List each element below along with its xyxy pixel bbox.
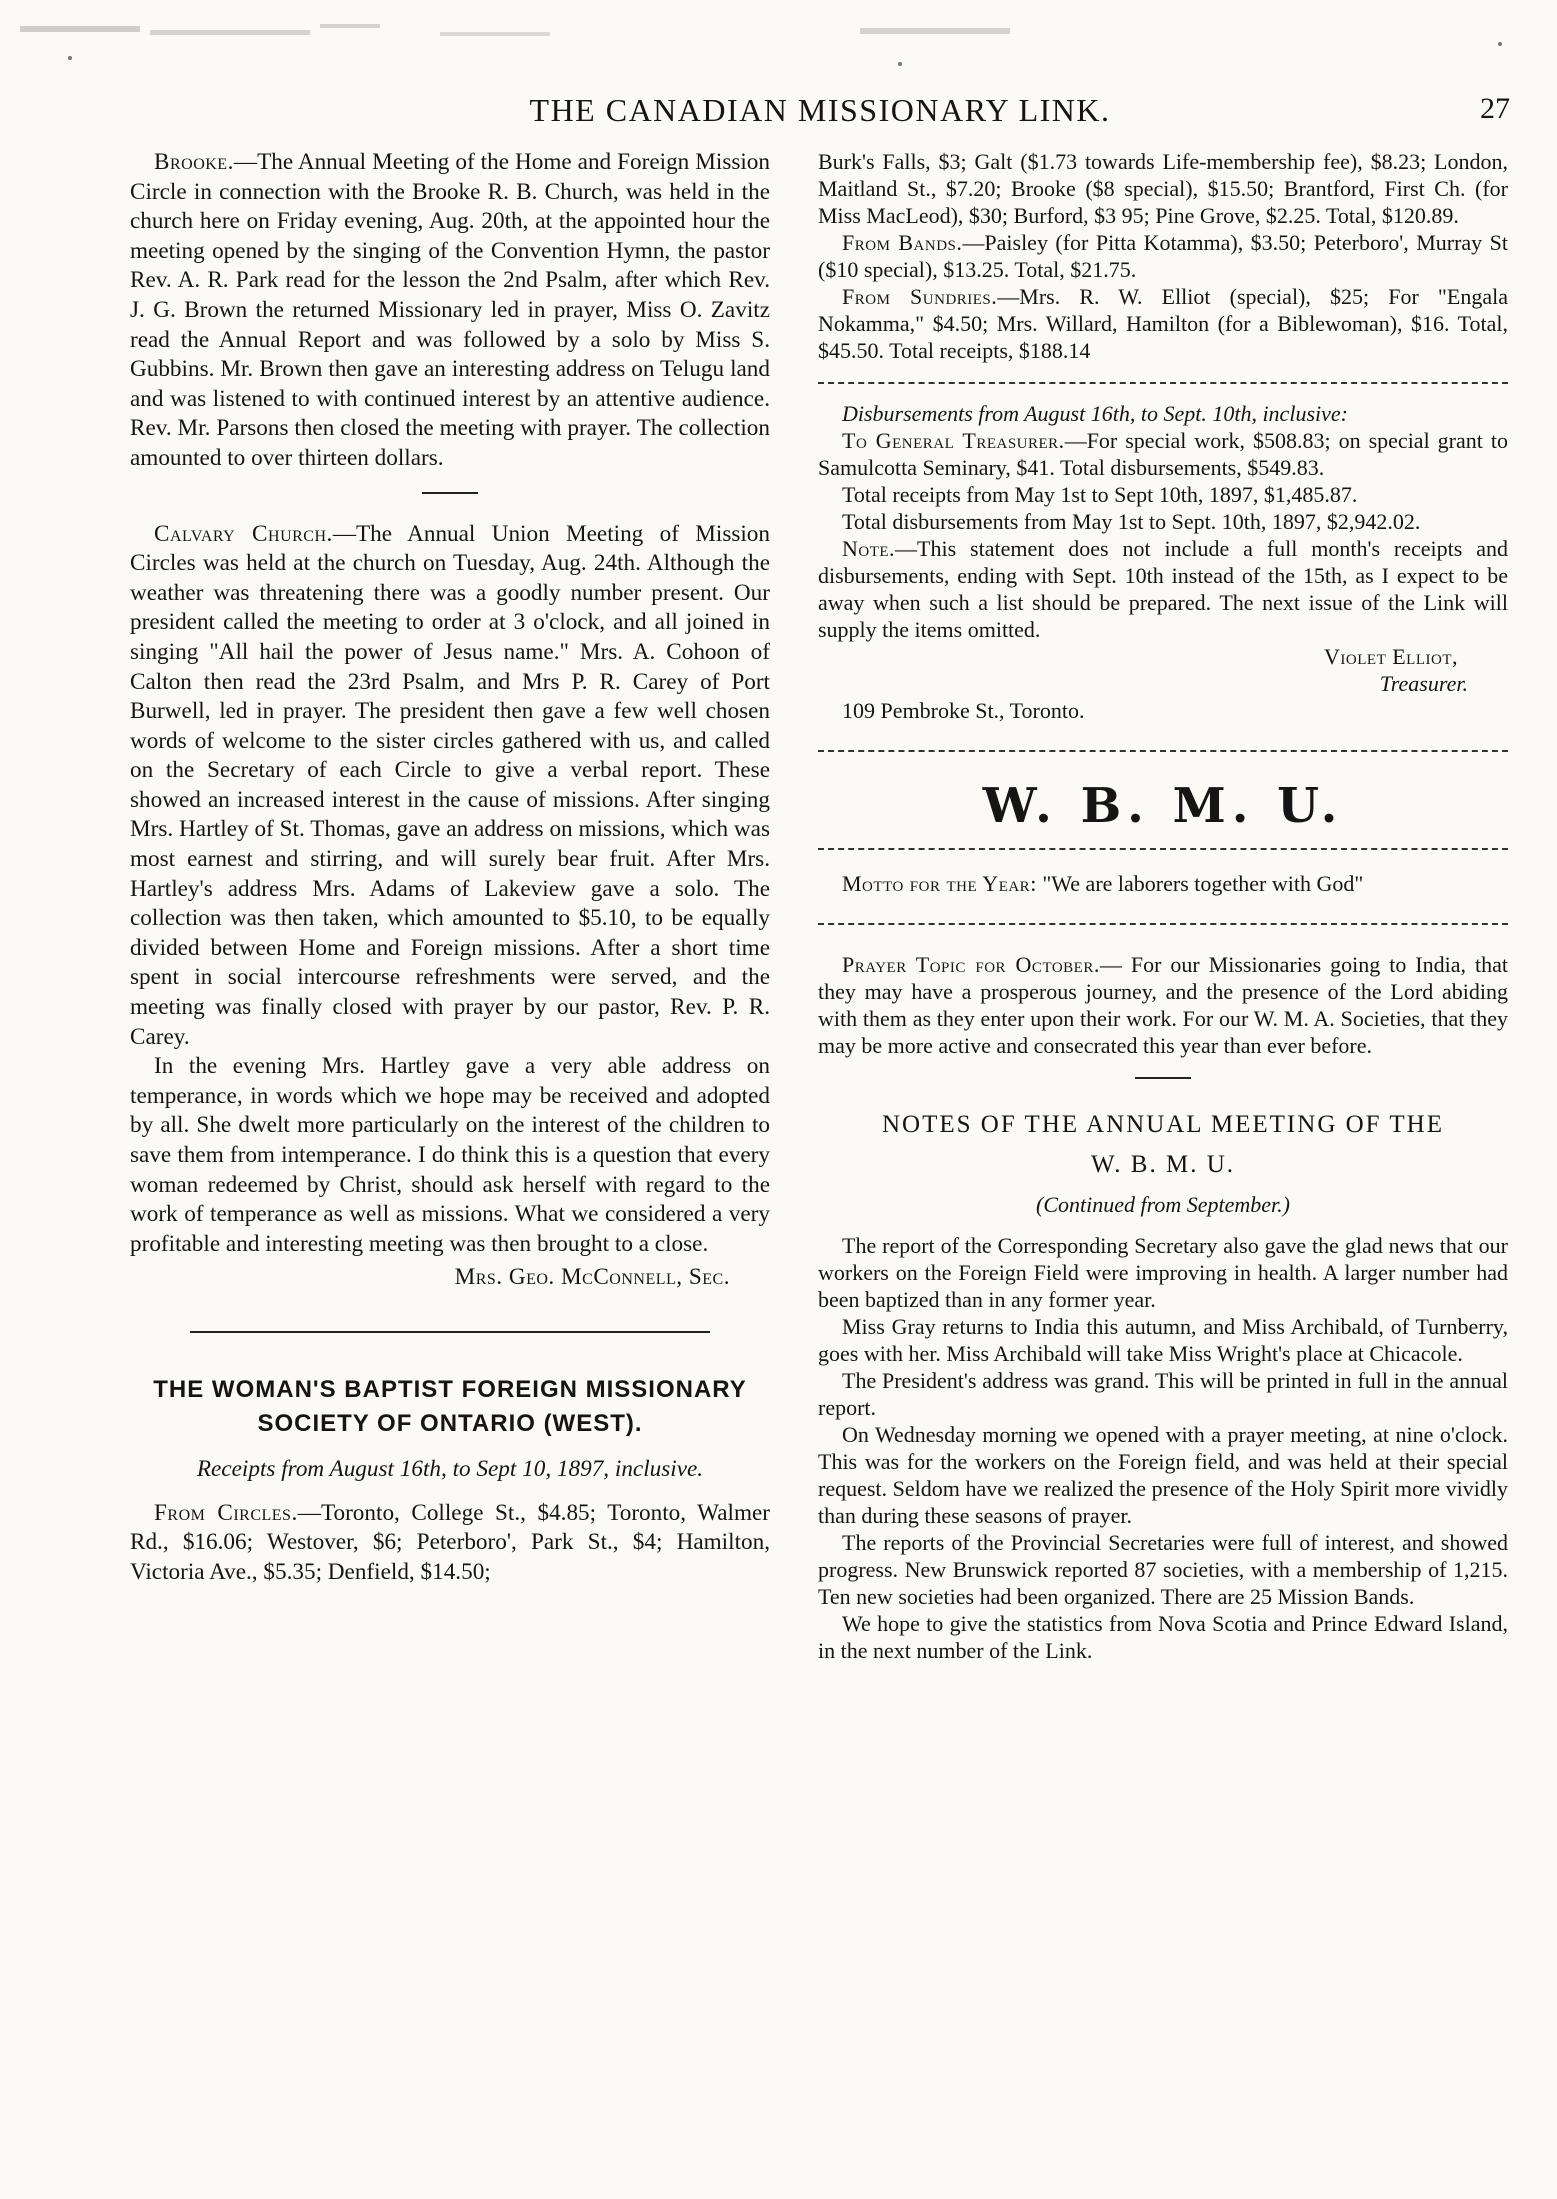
circles-lead: From Circles. bbox=[154, 1499, 298, 1526]
receipts-subheading: Receipts from August 16th, to Sept 10, 1897, inclusive. bbox=[196, 1455, 704, 1482]
circles-text: —Toronto, College St., $4.85; Toronto, Walmer Rd., $16.06; Westover, $6; Peterboro', Park St., $4; Hamilton, Victoria Ave., $5.35; Denfield, $14.50; bbox=[130, 1499, 770, 1585]
brooke-lead: Brooke. bbox=[154, 149, 234, 175]
treasurer-address: 109 Pembroke St., Toronto. bbox=[842, 698, 1085, 723]
signature: Mrs. Geo. McConnell, Sec. bbox=[454, 1264, 730, 1291]
calvary-lead: Calvary Church. bbox=[154, 520, 333, 547]
section-divider bbox=[190, 1331, 710, 1333]
notes-paragraph-2: Miss Gray returns to India this autumn, and Miss Archibald, of Turnberry, goes with her. Miss Archibald will take Miss Wright's place at Chicacole. bbox=[818, 1314, 1508, 1366]
divider bbox=[818, 750, 1508, 752]
bands-text: —Paisley (for Pitta Kotamma), $3.50; Peterboro', Murray St ($10 special), $13.25. Total, $21.75. bbox=[818, 230, 1508, 282]
bands-paragraph bbox=[818, 229, 1508, 283]
society-heading-line-2: SOCIETY OF ONTARIO (WEST). bbox=[257, 1409, 643, 1437]
notes-heading-line-2: W. B. M. U. bbox=[1090, 1151, 1235, 1178]
prayer-lead: Prayer Topic for October. bbox=[842, 952, 1100, 977]
notes-paragraph-3: The President's address was grand. This will be printed in full in the annual report. bbox=[818, 1368, 1508, 1420]
sundries-text: —Mrs. R. W. Elliot (special), $25; For "Engala Nokamma," $4.50; Mrs. Willard, Hamilton (for a Biblewoman), $16. Total, $45.50. Total receipts, $188.14 bbox=[818, 284, 1508, 363]
society-heading bbox=[130, 1373, 770, 1441]
note-text: —This statement does not include a full month's receipts and disbursements, ending with Sept. 10th instead of the 15th, as I expect to be away when such a list should be prepared. The next issue of the Link will supply the items omitted. bbox=[818, 536, 1508, 642]
right-column bbox=[818, 148, 1508, 1664]
total-receipts: Total receipts from May 1st to Sept 10th, 1897, $1,485.87. bbox=[842, 482, 1358, 507]
prayer-paragraph bbox=[818, 951, 1508, 1059]
notes-paragraph-4: On Wednesday morning we opened with a prayer meeting, at nine o'clock. This was for the workers on the Foreign field, and was held at their special request. Seldom have we realized the presence of the Holy Spirit more vividly than during these seasons of prayer. bbox=[818, 1422, 1508, 1528]
wbmu-title: W. B. M. U. bbox=[982, 778, 1344, 834]
sundries-paragraph bbox=[818, 283, 1508, 364]
sundries-lead: From Sundries. bbox=[842, 284, 998, 309]
treasurer-name: Violet Elliot, bbox=[1324, 644, 1458, 669]
treasurer-paragraph bbox=[818, 427, 1508, 481]
circles-paragraph bbox=[130, 1499, 770, 1588]
divider bbox=[1135, 1077, 1191, 1079]
brooke-paragraph bbox=[130, 148, 770, 474]
prayer-text: — For our Missionaries going to India, that they may have a prosperous journey, and the presence of the Lord abiding with them as they enter upon their work. For our W. M. A. Societies, that they may be more active and consecrated this year than ever before. bbox=[818, 952, 1508, 1058]
running-title: THE CANADIAN MISSIONARY LINK. bbox=[529, 92, 1111, 128]
note-paragraph bbox=[818, 535, 1508, 643]
treasurer-lead: To General Treasurer. bbox=[842, 428, 1065, 453]
circles-continued: Burk's Falls, $3; Galt ($1.73 towards Life-membership fee), $8.23; London, Maitland St., $7.20; Brooke ($8 special), $15.50; Brantford, First Ch. (for Miss MacLeod), $30; Burford, $3 95; Pine Grove, $2.25. Total, $120.89. bbox=[818, 149, 1508, 228]
calvary-text: —The Annual Union Meeting of Mission Circles was held at the church on Tuesday, Aug. 24th. Although the weather was threatening there was a goodly number present. Our president called the meeting to order at 3 o'clock, and all joined in singing "All hail the power of Jesus name." Mrs. A. Cohoon of Calton then read the 23rd Psalm, and Mrs P. R. Carey of Port Burwell, led in prayer. The president then gave a few well chosen words of welcome to the sister circles gathered with us, and called on the Secretary of each Circle to give a verbal report. These showed an increased interest in the cause of missions. After singing Mrs. Hartley of St. Thomas, gave an address on missions, which was most earnest and stirring, and will surely bear fruit. After Mrs. Hartley's address Mrs. Adams of Lakeview gave a solo. The collection was then taken, which amounted to $5.10, to be equally divided between Home and Foreign missions. After a short time spent in social intercourse refreshments were served, and the meeting was finally closed with prayer by our pastor, Rev. P. R. Carey. bbox=[130, 520, 770, 1050]
total-disbursements: Total disbursements from May 1st to Sept. 10th, 1897, $2,942.02. bbox=[842, 509, 1421, 534]
treasurer-title: Treasurer. bbox=[1379, 671, 1468, 696]
divider bbox=[818, 923, 1508, 925]
left-column bbox=[130, 148, 770, 1587]
society-heading-line-1: THE WOMAN'S BAPTIST FOREIGN MISSIONARY bbox=[153, 1375, 747, 1403]
motto-lead: Motto for the Year: bbox=[842, 871, 1037, 896]
motto-text: "We are laborers together with God" bbox=[1042, 871, 1364, 896]
brooke-text: —The Annual Meeting of the Home and Foreign Mission Circle in connection with the Brooke R. B. Church, was held in the church here on Friday evening, Aug. 20th, at the appointed hour the meeting opened by the singing of the Convention Hymn, the pastor Rev. A. R. Park read for the lesson the 2nd Psalm, after which Rev. J. G. Brown the returned Missionary led in prayer, Miss O. Zavitz read the Annual Report and was followed by a solo by Miss S. Gubbins. Mr. Brown then gave an interesting address on Telugu land and was listened to with continued interest by an attentive audience. Rev. Mr. Parsons then closed the meeting with prayer. The collection amounted to over thirteen dollars. bbox=[130, 149, 770, 471]
calvary-paragraph bbox=[130, 520, 770, 1053]
disbursements-heading: Disbursements from August 16th, to Sept. 10th, inclusive: bbox=[842, 401, 1348, 426]
motto-paragraph bbox=[818, 870, 1508, 897]
divider bbox=[422, 492, 478, 494]
divider bbox=[818, 382, 1508, 384]
notes-heading bbox=[818, 1105, 1508, 1185]
evening-paragraph: In the evening Mrs. Hartley gave a very able address on temperance, in words which we hope may be received and adopted by all. She dwelt more particularly on the interest of the children to save them from intemperance. I do think this is a question that every woman redeemed by Christ, should ask herself with regard to the work of temperance as well as missions. What we considered a very profitable and interesting meeting was then brought to a close. bbox=[130, 1053, 770, 1257]
notes-heading-line-1: NOTES OF THE ANNUAL MEETING OF THE bbox=[882, 1111, 1444, 1138]
notes-paragraph-6: We hope to give the statistics from Nova Scotia and Prince Edward Island, in the next number of the Link. bbox=[818, 1611, 1508, 1663]
page-number: 27 bbox=[1480, 92, 1510, 125]
notes-paragraph-5: The reports of the Provincial Secretaries were full of interest, and showed progress. New Brunswick reported 87 societies, with a membership of 1,215. Ten new societies had been organized. There are 25 Mission Bands. bbox=[818, 1530, 1508, 1609]
scan-noise-top bbox=[20, 8, 1540, 78]
notes-paragraph-1: The report of the Corresponding Secretary also gave the glad news that our workers on the Foreign Field were improving in health. A larger number had been baptized than in any former year. bbox=[818, 1233, 1508, 1312]
divider bbox=[818, 848, 1508, 850]
treasurer-text: —For special work, $508.83; on special grant to Samulcotta Seminary, $41. Total disbursements, $549.83. bbox=[818, 428, 1508, 480]
page-header bbox=[130, 92, 1510, 132]
note-lead: Note. bbox=[842, 536, 896, 561]
continued-note: (Continued from September.) bbox=[1036, 1192, 1290, 1217]
bands-lead: From Bands. bbox=[842, 230, 963, 255]
